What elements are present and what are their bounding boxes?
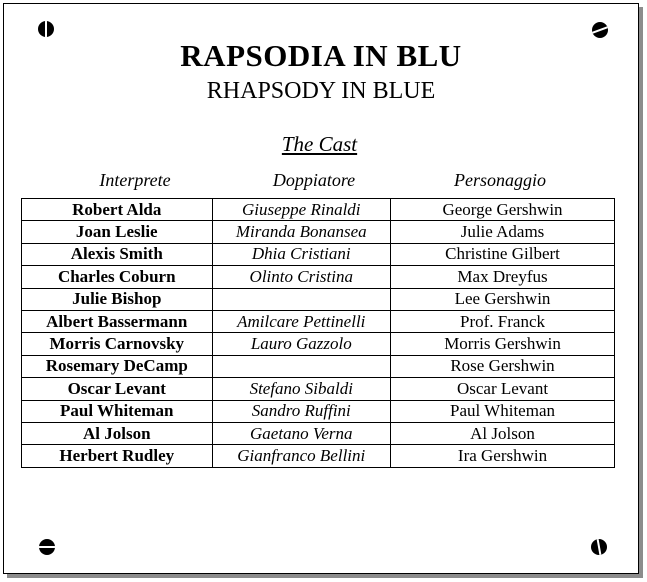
actor-cell: Charles Coburn <box>22 266 213 288</box>
table-row <box>22 221 615 243</box>
actor-cell: Julie Bishop <box>22 288 213 310</box>
role-cell: Oscar Levant <box>391 378 615 400</box>
table-row <box>22 199 615 221</box>
role-cell: Christine Gilbert <box>391 243 615 265</box>
role-cell: George Gershwin <box>391 199 615 221</box>
actor-cell: Rosemary DeCamp <box>22 355 213 377</box>
table-row <box>22 355 615 377</box>
dubber-cell: Lauro Gazzolo <box>212 333 391 355</box>
actor-cell: Paul Whiteman <box>22 400 213 422</box>
dubber-cell: Gaetano Verna <box>212 422 391 444</box>
table-row <box>22 266 615 288</box>
role-cell: Prof. Franck <box>391 310 615 332</box>
column-header-actor: Interprete <box>99 170 171 190</box>
screw-icon <box>39 539 55 555</box>
table-row <box>22 422 615 444</box>
dubber-cell: Gianfranco Bellini <box>212 445 391 467</box>
table-row <box>22 310 615 332</box>
table-row <box>22 400 615 422</box>
table-row <box>22 333 615 355</box>
dubber-cell: Sandro Ruffini <box>212 400 391 422</box>
column-header-role: Personaggio <box>454 170 546 190</box>
dubber-cell: Stefano Sibaldi <box>212 378 391 400</box>
actor-cell: Morris Carnovsky <box>22 333 213 355</box>
table-row <box>22 243 615 265</box>
screw-icon <box>592 22 608 38</box>
dubber-cell: Dhia Cristiani <box>212 243 391 265</box>
dubber-cell: Miranda Bonansea <box>212 221 391 243</box>
actor-cell: Herbert Rudley <box>22 445 213 467</box>
role-cell: Paul Whiteman <box>391 400 615 422</box>
dubber-cell <box>212 355 391 377</box>
screw-icon <box>591 539 607 555</box>
role-cell: Ira Gershwin <box>391 445 615 467</box>
column-header-dubber: Doppiatore <box>272 170 356 190</box>
page-title: RAPSODIA IN BLU <box>180 38 462 73</box>
page-subtitle: RHAPSODY IN BLUE <box>206 78 436 104</box>
cast-heading: The Cast <box>281 132 358 156</box>
actor-cell: Albert Bassermann <box>22 310 213 332</box>
table-row <box>22 445 615 467</box>
dubber-cell <box>212 288 391 310</box>
role-cell: Lee Gershwin <box>391 288 615 310</box>
role-cell: Julie Adams <box>391 221 615 243</box>
role-cell: Morris Gershwin <box>391 333 615 355</box>
table-row <box>22 288 615 310</box>
actor-cell: Robert Alda <box>22 199 213 221</box>
cast-plaque <box>3 3 639 574</box>
actor-cell: Joan Leslie <box>22 221 213 243</box>
actor-cell: Al Jolson <box>22 422 213 444</box>
dubber-cell: Giuseppe Rinaldi <box>212 199 391 221</box>
role-cell: Al Jolson <box>391 422 615 444</box>
screw-icon <box>38 21 54 37</box>
actor-cell: Oscar Levant <box>22 378 213 400</box>
role-cell: Rose Gershwin <box>391 355 615 377</box>
actor-cell: Alexis Smith <box>22 243 213 265</box>
table-row <box>22 378 615 400</box>
cast-table <box>21 198 615 468</box>
dubber-cell: Amilcare Pettinelli <box>212 310 391 332</box>
role-cell: Max Dreyfus <box>391 266 615 288</box>
dubber-cell: Olinto Cristina <box>212 266 391 288</box>
